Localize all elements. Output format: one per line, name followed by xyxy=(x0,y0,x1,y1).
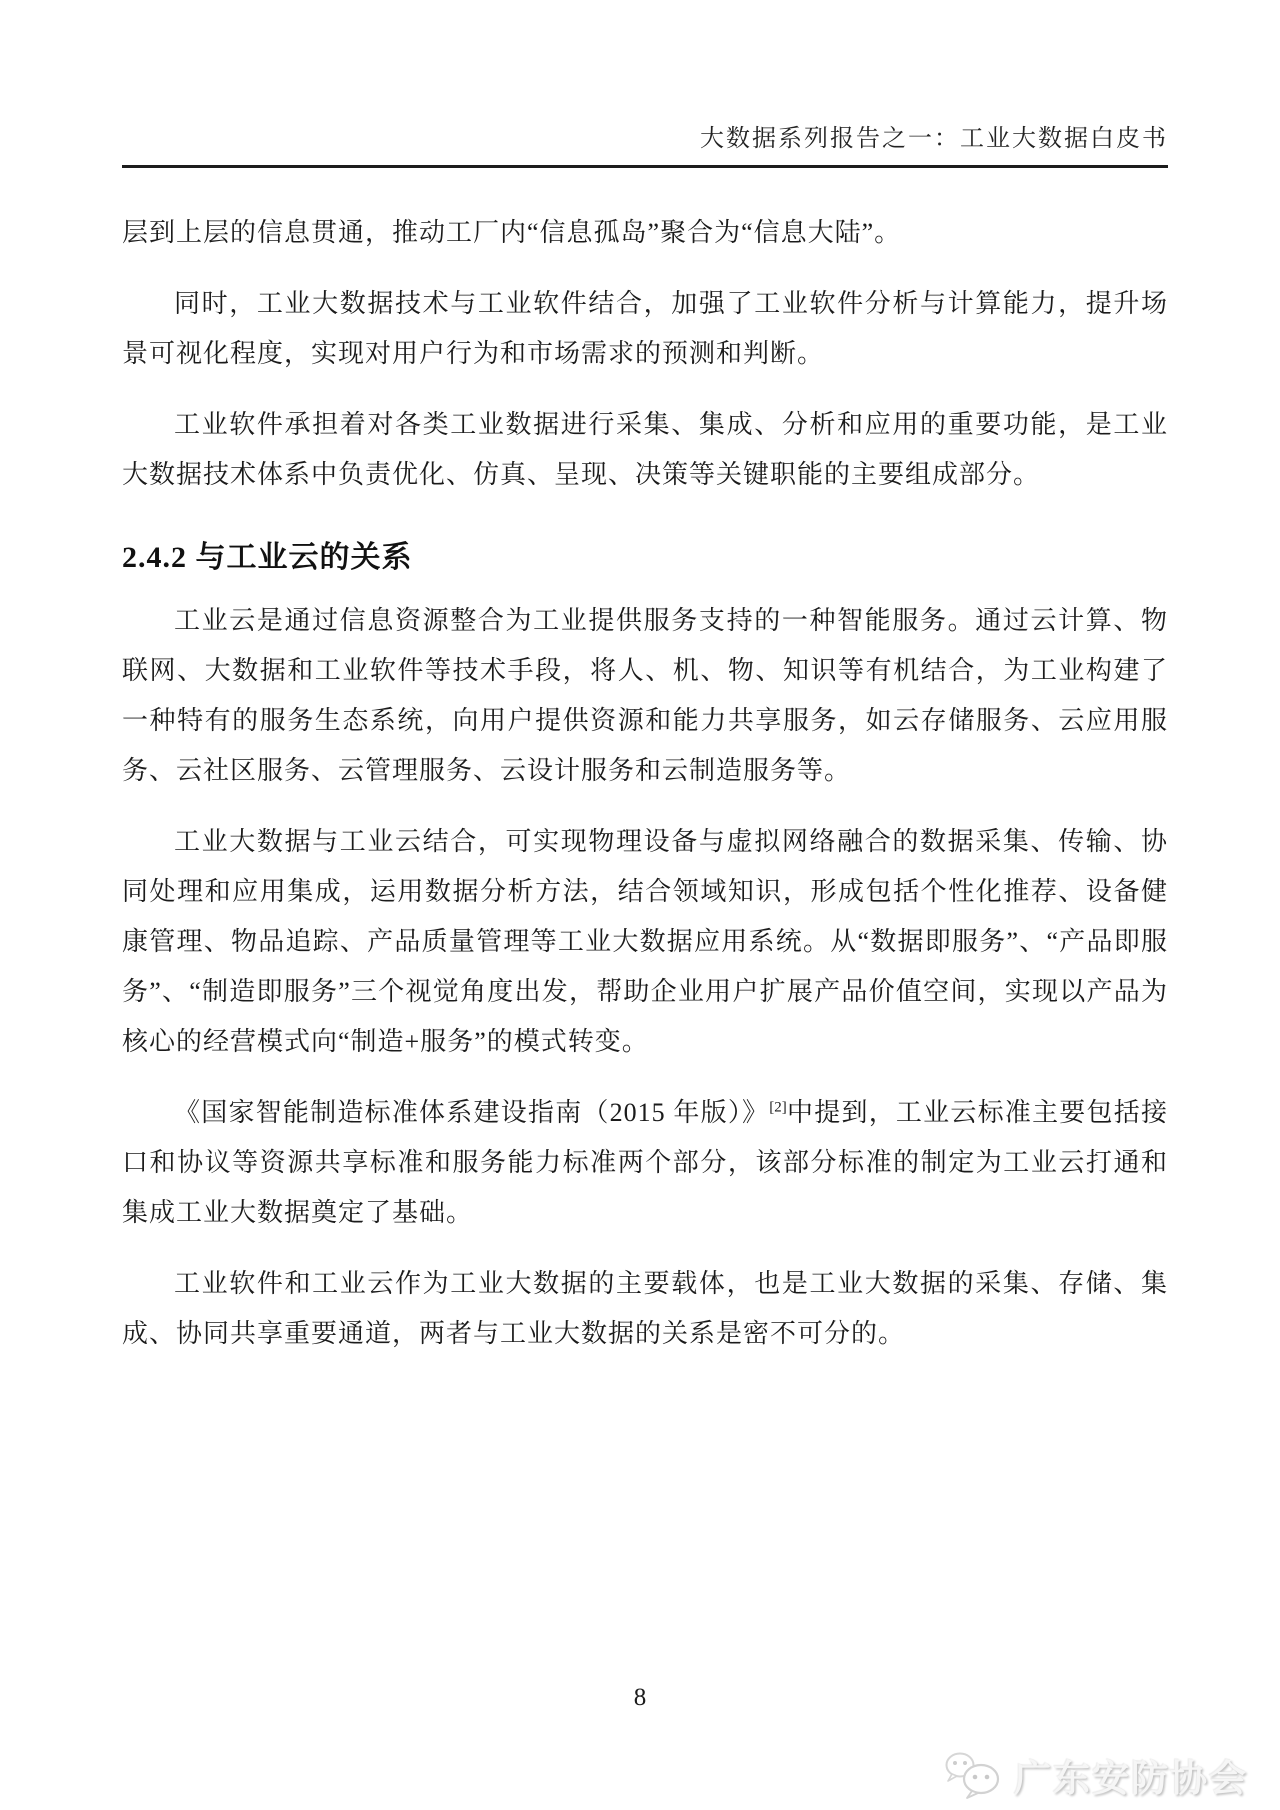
watermark-text: 广东安防协会 xyxy=(1014,1758,1248,1799)
running-head-title: 大数据系列报告之一：工业大数据白皮书 xyxy=(700,126,1168,152)
paragraph: 同时，工业大数据技术与工业软件结合，加强了工业软件分析与计算能力，提升场景可视化程度，实现对用户行为和市场需求的预测和判断。 xyxy=(122,289,1168,368)
document-body xyxy=(122,208,1168,1359)
paragraph: 工业大数据与工业云结合，可实现物理设备与虚拟网络融合的数据采集、传输、协同处理和应用集成，运用数据分析方法，结合领域知识，形成包括个性化推荐、设备健康管理、物品追踪、产品质量管理等工业大数据应用系统。从“数据即服务”、“产品即服务”、“制造即服务”三个视觉角度出发，帮助企业用户扩展产品价值空间，实现以产品为核心的经营模式向“制造+服务”的模式转变。 xyxy=(122,827,1168,1056)
wechat-icon xyxy=(942,1750,1006,1800)
paragraph: 工业云是通过信息资源整合为工业提供服务支持的一种智能服务。通过云计算、物联网、大数据和工业软件等技术手段，将人、机、物、知识等有机结合，为工业构建了一种特有的服务生态系统，向用户提供资源和能力共享服务，如云存储服务、云应用服务、云社区服务、云管理服务、云设计服务和云制造服务等。 xyxy=(122,606,1168,785)
citation-ref: [2] xyxy=(769,1099,787,1116)
paragraph-continuation: 层到上层的信息贯通，推动工厂内“信息孤岛”聚合为“信息大陆”。 xyxy=(122,218,902,247)
watermark xyxy=(942,1748,1248,1802)
citation-paragraph-pre: 《国家智能制造标准体系建设指南（2015 年版）》 xyxy=(174,1098,770,1127)
paragraph: 工业软件承担着对各类工业数据进行采集、集成、分析和应用的重要功能，是工业大数据技术体系中负责优化、仿真、呈现、决策等关键职能的主要组成部分。 xyxy=(122,410,1168,489)
page-header xyxy=(122,118,1168,168)
citation-paragraph-post: 中提到，工业云标准主要包括接口和协议等资源共享标准和服务能力标准两个部分，该部分标准的制定为工业云打通和集成工业大数据奠定了基础。 xyxy=(122,1098,1168,1227)
page-number: 8 xyxy=(633,1684,647,1711)
paragraph-with-citation xyxy=(122,1088,1168,1238)
section-heading-2-4-2: 2.4.2 与工业云的关系 xyxy=(122,541,413,574)
paragraph: 工业软件和工业云作为工业大数据的主要载体，也是工业大数据的采集、存储、集成、协同共享重要通道，两者与工业大数据的关系是密不可分的。 xyxy=(122,1269,1168,1348)
